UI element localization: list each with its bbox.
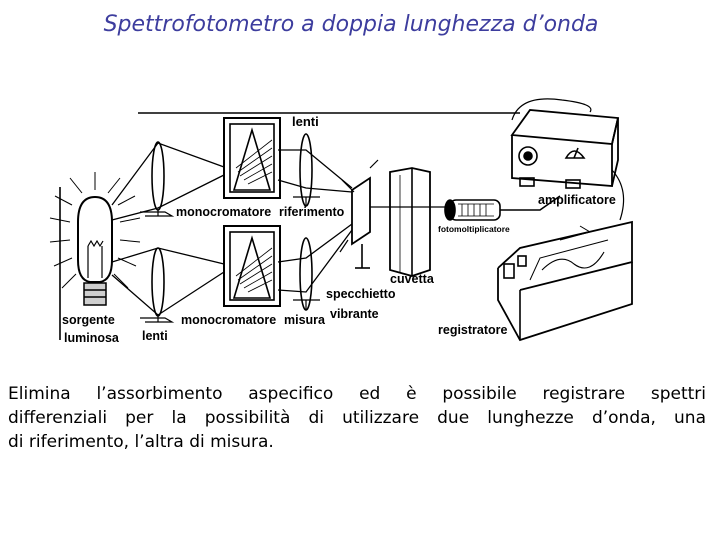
description-line-3: di riferimento, l’altra di misura. xyxy=(8,432,274,452)
label-specchietto: specchietto xyxy=(326,287,396,301)
label-vibrante: vibrante xyxy=(330,307,379,321)
lens-top-left xyxy=(152,142,164,210)
label-lenti-top: lenti xyxy=(292,114,319,129)
description-text xyxy=(8,382,706,454)
light-rays xyxy=(50,172,140,288)
label-cuvetta: cuvetta xyxy=(390,272,434,286)
label-registratore: registratore xyxy=(438,323,508,337)
label-monocromatore-top: monocromatore xyxy=(176,205,272,219)
recorder xyxy=(498,222,632,340)
cuvette xyxy=(390,168,430,276)
description-line-2: differenziali per la possibilità di utilizzare due lunghezze d’onda, una xyxy=(8,408,706,428)
label-luminosa: luminosa xyxy=(64,331,119,345)
lens-bottom-right xyxy=(300,238,312,310)
label-fotomoltiplicatore: fotomoltiplicatore xyxy=(438,224,510,234)
monochromator-top xyxy=(224,118,280,198)
page-title: Spettrofotometro a doppia lunghezza d’onda xyxy=(103,12,599,37)
label-monocromatore-bottom: monocromatore xyxy=(181,313,277,327)
vibrating-mirror xyxy=(340,160,378,268)
monochromator-bottom xyxy=(224,226,280,306)
label-sorgente: sorgente xyxy=(62,313,115,327)
label-misura: misura xyxy=(284,313,325,327)
lens-top-right xyxy=(300,134,312,206)
label-riferimento: riferimento xyxy=(279,205,345,219)
label-lenti-bottom: lenti xyxy=(142,329,168,343)
description-line-1: Elimina l’assorbimento aspecifico ed è possibile registrare spettri xyxy=(8,384,706,404)
label-amplificatore: amplificatore xyxy=(538,193,616,207)
light-source-bulb xyxy=(78,197,112,305)
lens-bottom-left xyxy=(152,248,164,316)
